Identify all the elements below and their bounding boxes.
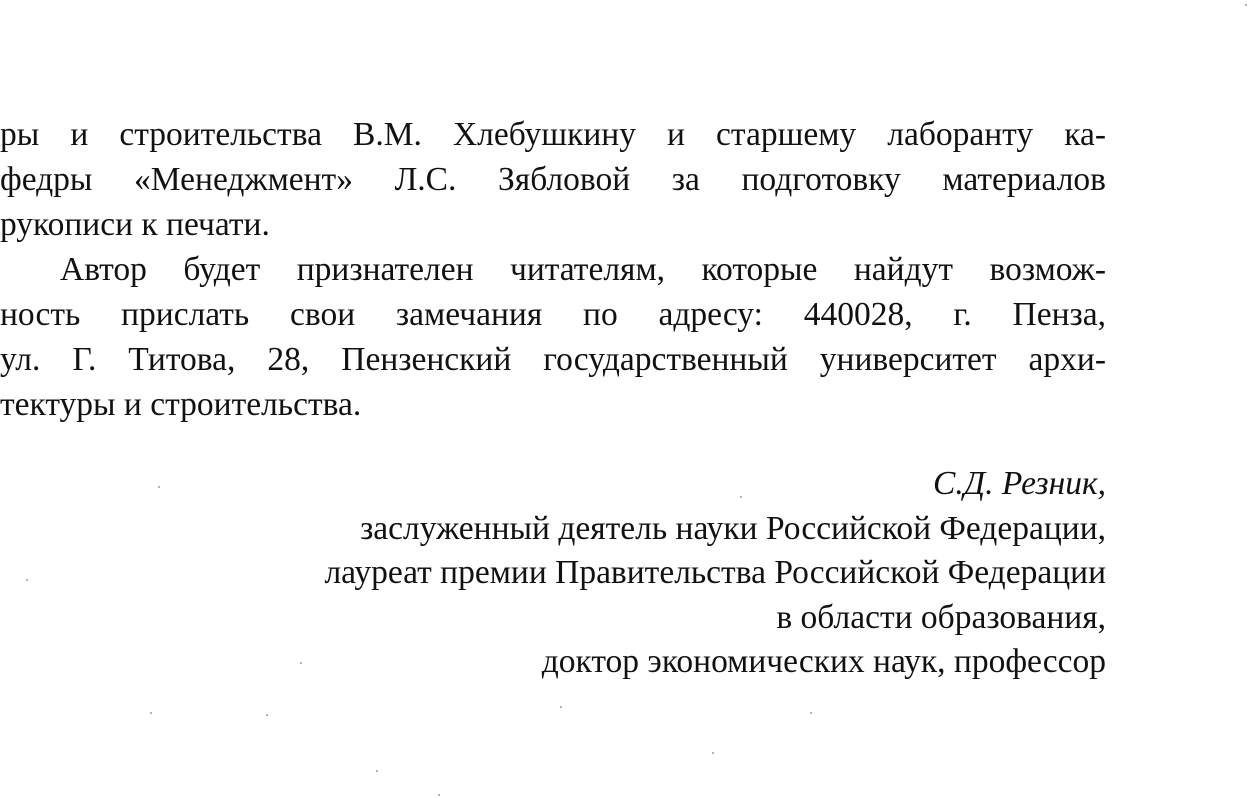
- scan-speck: [438, 794, 440, 796]
- scan-speck: [1245, 4, 1247, 6]
- author-title-line: лауреат премии Правительства Российской Федерации: [324, 554, 1106, 591]
- scan-speck: [158, 486, 160, 488]
- paragraph-feedback-address: [0, 247, 1106, 427]
- scan-speck: [712, 752, 714, 754]
- body-text: [0, 112, 1106, 427]
- author-title-line: доктор экономических наук, профессор: [541, 643, 1106, 680]
- text-line: ул. Г. Титова, 28, Пензенский государственный университет архи-: [0, 341, 1106, 378]
- scan-speck: [810, 712, 812, 714]
- scan-speck: [560, 706, 562, 708]
- author-title-line: в области образования,: [776, 598, 1106, 636]
- scan-speck: [300, 662, 302, 664]
- scan-speck: [26, 579, 28, 581]
- text-line: Автор будет признателен читателям, которые найдут возмож-: [60, 251, 1106, 288]
- text-line: ность прислать свои замечания по адресу: 440028, г. Пенза,: [0, 296, 1106, 333]
- text-line: тектуры и строительства.: [0, 386, 362, 423]
- scan-speck: [740, 496, 742, 498]
- author-signature-block: [324, 462, 1106, 685]
- scan-speck: [376, 770, 378, 772]
- scan-speck: [150, 712, 152, 714]
- scan-speck: [266, 714, 268, 716]
- text-line: рукописи к печати.: [0, 206, 270, 243]
- text-line: федры «Менеджмент» Л.С. Зябловой за подготовку материалов: [0, 161, 1106, 198]
- author-title-line: заслуженный деятель науки Российской Федерации,: [360, 509, 1106, 547]
- paragraph-acknowledgement: [0, 112, 1106, 247]
- author-name: С.Д. Резник,: [933, 465, 1106, 502]
- text-line: ры и строительства В.М. Хлебушкину и старшему лаборанту ка-: [0, 116, 1106, 153]
